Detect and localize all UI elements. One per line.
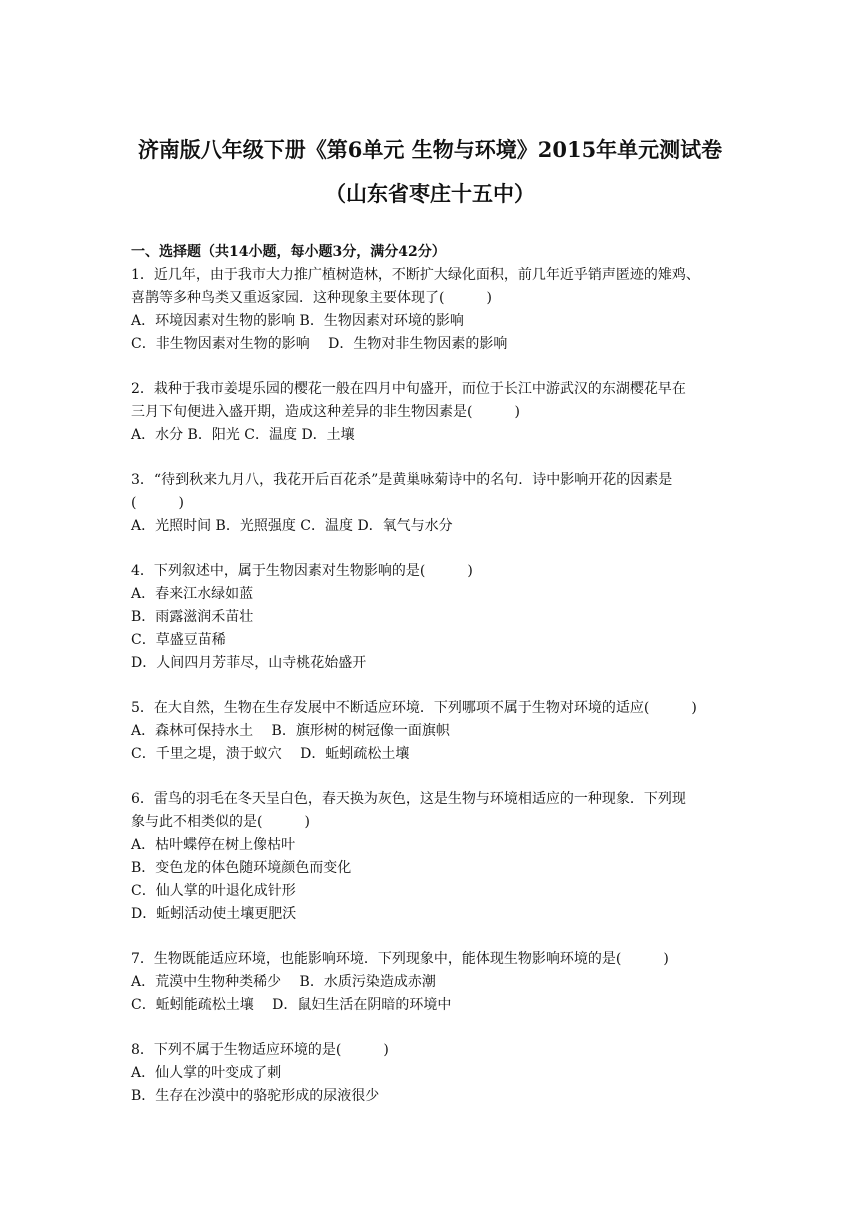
- question-1: [131, 264, 751, 356]
- answer-option-line: C．草盛豆苗稀: [131, 632, 226, 648]
- answer-option-line: A．水分 B．阳光 C．温度 D．土壤: [131, 427, 355, 443]
- question-spacer: [131, 447, 751, 469]
- question-stem-line: 象与此不相类似的是( ): [131, 814, 310, 830]
- answer-option-line: D．蚯蚓活动使土壤更肥沃: [131, 906, 297, 922]
- answer-option-line: C．非生物因素对生物的影响 D．生物对非生物因素的影响: [131, 336, 508, 352]
- document-body: [131, 241, 751, 1108]
- question-spacer: [131, 675, 751, 697]
- question-2: [131, 378, 751, 447]
- answer-option-line: C．蚯蚓能疏松土壤 D．鼠妇生活在阴暗的环境中: [131, 997, 452, 1013]
- answer-option-line: C．仙人掌的叶退化成针形: [131, 883, 296, 899]
- question-stem-line: 7．生物既能适应环境，也能影响环境．下列现象中，能体现生物影响环境的是( ): [131, 951, 669, 967]
- question-spacer: [131, 356, 751, 378]
- question-5: [131, 697, 751, 766]
- document-subtitle: （山东省枣庄十五中）: [325, 181, 535, 206]
- question-6: [131, 788, 751, 926]
- answer-option-line: A．春来江水绿如蓝: [131, 586, 254, 602]
- question-spacer: [131, 926, 751, 948]
- question-stem-line: 三月下旬便进入盛开期，造成这种差异的非生物因素是( ): [131, 404, 520, 420]
- question-spacer: [131, 1017, 751, 1039]
- question-list: [131, 264, 751, 1108]
- question-stem-line: 8．下列不属于生物适应环境的是( ): [131, 1042, 389, 1058]
- question-spacer: [131, 538, 751, 560]
- question-stem-line: 1．近几年，由于我市大力推广植树造林，不断扩大绿化面积，前几年近乎销声匿迹的雉鸡、: [131, 267, 700, 283]
- answer-option-line: A．仙人掌的叶变成了刺: [131, 1065, 282, 1081]
- question-3: [131, 469, 751, 538]
- question-stem-line: 4．下列叙述中，属于生物因素对生物影响的是( ): [131, 563, 473, 579]
- section-heading: 一、选择题（共14小题，每小题3分，满分42分）: [131, 244, 446, 260]
- answer-option-line: D．人间四月芳菲尽，山寺桃花始盛开: [131, 655, 367, 671]
- answer-option-line: A．环境因素对生物的影响 B．生物因素对环境的影响: [131, 313, 464, 329]
- question-stem-line: 5．在大自然，生物在生存发展中不断适应环境．下列哪项不属于生物对环境的适应( ): [131, 700, 697, 716]
- question-stem-line: ( ): [131, 495, 184, 511]
- answer-option-line: B．变色龙的体色随环境颜色而变化: [131, 860, 352, 876]
- question-stem-line: 2．栽种于我市姜堤乐园的樱花一般在四月中旬盛开，而位于长江中游武汉的东湖樱花早在: [131, 381, 686, 397]
- question-stem-line: 3．“待到秋来九月八，我花开后百花杀”是黄巢咏菊诗中的名句．诗中影响开花的因素是: [131, 472, 673, 488]
- document-title: 济南版八年级下册《第6单元 生物与环境》2015年单元测试卷: [137, 137, 723, 162]
- answer-option-line: A．森林可保持水土 B．旗形树的树冠像一面旗帜: [131, 723, 450, 739]
- question-stem-line: 6．雷鸟的羽毛在冬天呈白色，春天换为灰色，这是生物与环境相适应的一种现象．下列现: [131, 791, 686, 807]
- answer-option-line: B．雨露滋润禾苗壮: [131, 609, 254, 625]
- question-4: [131, 560, 751, 675]
- answer-option-line: A．光照时间 B．光照强度 C．温度 D．氧气与水分: [131, 518, 453, 534]
- question-8: [131, 1039, 751, 1108]
- question-stem-line: 喜鹊等多种鸟类又重返家园．这种现象主要体现了( ): [131, 290, 492, 306]
- answer-option-line: B．生存在沙漠中的骆驼形成的尿液很少: [131, 1088, 380, 1104]
- answer-option-line: A．枯叶蝶停在树上像枯叶: [131, 837, 296, 853]
- question-spacer: [131, 766, 751, 788]
- question-7: [131, 948, 751, 1017]
- answer-option-line: C．千里之堤，溃于蚁穴 D．蚯蚓疏松土壤: [131, 746, 410, 762]
- answer-option-line: A．荒漠中生物种类稀少 B．水质污染造成赤潮: [131, 974, 436, 990]
